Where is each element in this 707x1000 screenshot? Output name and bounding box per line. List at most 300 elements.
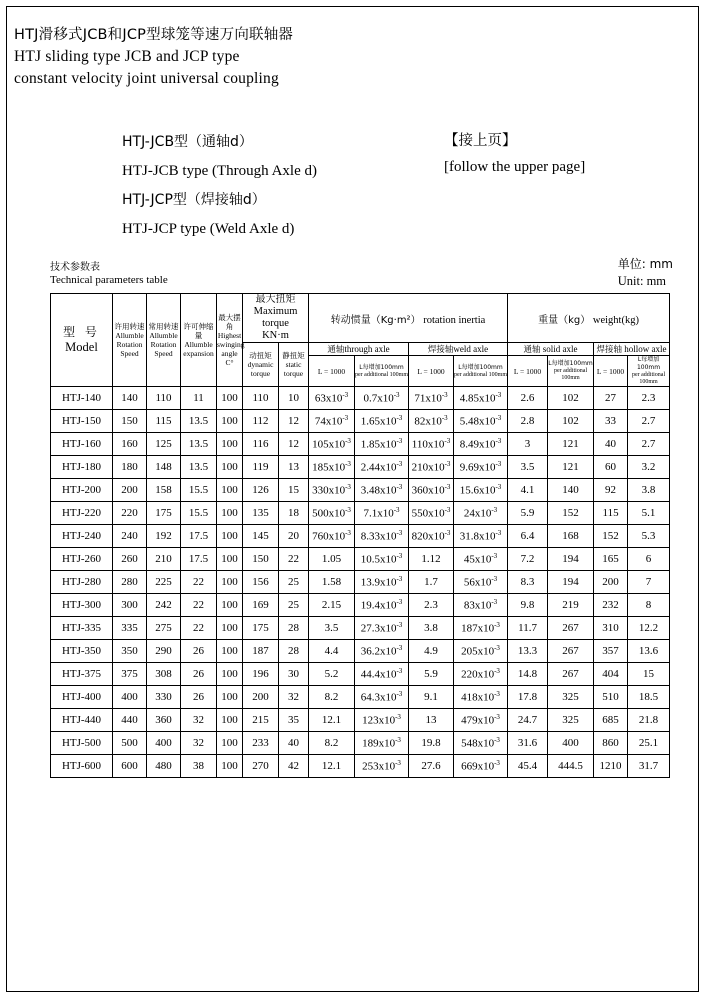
cell-weight-solid-l1000: 24.7 [508, 709, 548, 732]
cell-normal-speed: 192 [147, 525, 181, 548]
cell-inertia-through-per100: $1.85x10^{-3}$ [355, 433, 409, 456]
cell-weight-hollow-l1000: 510 [594, 686, 628, 709]
cell-model: HTJ-335 [51, 617, 113, 640]
cell-weight-hollow-l1000: 115 [594, 502, 628, 525]
cell-expansion: 15.5 [181, 502, 217, 525]
cell-weight-solid-l1000: 14.8 [508, 663, 548, 686]
header-static-torque: 静扭矩 static torque [279, 343, 309, 387]
technical-parameters-table [50, 293, 670, 778]
cell-angle: 100 [217, 640, 243, 663]
cell-expansion: 13.5 [181, 410, 217, 433]
cell-dynamic-torque: 169 [243, 594, 279, 617]
cell-inertia-weld-l1000: $71x10^{-3}$ [409, 387, 454, 410]
cell-weight-solid-l1000: 3.5 [508, 456, 548, 479]
cell-inertia-through-per100: $27.3x10^{-3}$ [355, 617, 409, 640]
cell-weight-solid-l1000: 4.1 [508, 479, 548, 502]
cell-inertia-through-l1000: $330x10^{-3}$ [309, 479, 355, 502]
cell-inertia-weld-per100: $5.48x10^{-3}$ [454, 410, 508, 433]
cell-angle: 100 [217, 709, 243, 732]
cell-weight-hollow-l1000: 1210 [594, 755, 628, 778]
cell-allowable-speed: 180 [113, 456, 147, 479]
cell-inertia-through-per100: $123x10^{-3}$ [355, 709, 409, 732]
cell-weight-solid-per100: 267 [548, 663, 594, 686]
cell-inertia-through-l1000: 12.1 [309, 709, 355, 732]
cell-model: HTJ-350 [51, 640, 113, 663]
cell-expansion: 26 [181, 663, 217, 686]
cell-weight-hollow-l1000: 92 [594, 479, 628, 502]
cell-model: HTJ-220 [51, 502, 113, 525]
cell-dynamic-torque: 135 [243, 502, 279, 525]
cell-static-torque: 18 [279, 502, 309, 525]
cell-expansion: 17.5 [181, 525, 217, 548]
cell-normal-speed: 290 [147, 640, 181, 663]
table-caption [50, 262, 168, 287]
cell-inertia-weld-l1000: 5.9 [409, 663, 454, 686]
cell-allowable-speed: 220 [113, 502, 147, 525]
cell-expansion: 26 [181, 686, 217, 709]
table-caption-chinese: 技术参数表 [50, 262, 100, 273]
cell-angle: 100 [217, 732, 243, 755]
header-solid-axle: 通轴 solid axle [508, 343, 594, 356]
cell-inertia-weld-l1000: $82x10^{-3}$ [409, 410, 454, 433]
cell-weight-solid-per100: 267 [548, 617, 594, 640]
cell-normal-speed: 148 [147, 456, 181, 479]
cell-inertia-through-l1000: $500x10^{-3}$ [309, 502, 355, 525]
cell-weight-solid-per100: 102 [548, 410, 594, 433]
cell-inertia-through-per100: $36.2x10^{-3}$ [355, 640, 409, 663]
cell-model: HTJ-140 [51, 387, 113, 410]
cell-angle: 100 [217, 502, 243, 525]
header-through-axle: 通轴through axle [309, 343, 409, 356]
header-model: 型 号 Model [51, 294, 113, 387]
cell-weight-hollow-l1000: 357 [594, 640, 628, 663]
table-row [51, 548, 670, 571]
table-row [51, 433, 670, 456]
cell-normal-speed: 115 [147, 410, 181, 433]
cell-inertia-weld-per100: $56x10^{-3}$ [454, 571, 508, 594]
header-solid-per-100: L每增加100mm per additional 100mm [548, 356, 594, 387]
table-row [51, 594, 670, 617]
cell-inertia-through-l1000: $74x10^{-3}$ [309, 410, 355, 433]
cell-expansion: 13.5 [181, 456, 217, 479]
cell-inertia-weld-l1000: $360x10^{-3}$ [409, 479, 454, 502]
cell-normal-speed: 242 [147, 594, 181, 617]
cell-normal-speed: 158 [147, 479, 181, 502]
header-allowable-expansion: 许可伸缩量 Allumble expansion [181, 294, 217, 387]
cell-weight-hollow-per100: 25.1 [628, 732, 670, 755]
cell-inertia-through-per100: $253x10^{-3}$ [355, 755, 409, 778]
cell-weight-solid-l1000: 5.9 [508, 502, 548, 525]
cell-static-torque: 20 [279, 525, 309, 548]
header-dynamic-torque: 动扭矩 dynamic torque [243, 343, 279, 387]
cell-inertia-through-per100: $44.4x10^{-3}$ [355, 663, 409, 686]
cell-weight-hollow-l1000: 165 [594, 548, 628, 571]
cell-inertia-through-per100: $19.4x10^{-3}$ [355, 594, 409, 617]
cell-weight-hollow-l1000: 310 [594, 617, 628, 640]
cell-inertia-through-l1000: $63x10^{-3}$ [309, 387, 355, 410]
cell-model: HTJ-260 [51, 548, 113, 571]
cell-weight-solid-per100: 325 [548, 686, 594, 709]
table-body [51, 387, 670, 778]
cell-angle: 100 [217, 571, 243, 594]
cell-inertia-through-l1000: $105x10^{-3}$ [309, 433, 355, 456]
cell-dynamic-torque: 110 [243, 387, 279, 410]
cell-static-torque: 12 [279, 433, 309, 456]
cell-dynamic-torque: 233 [243, 732, 279, 755]
table-row [51, 709, 670, 732]
cell-static-torque: 35 [279, 709, 309, 732]
cell-inertia-weld-per100: $9.69x10^{-3}$ [454, 456, 508, 479]
table-row [51, 663, 670, 686]
table-row [51, 525, 670, 548]
cell-weight-solid-l1000: 11.7 [508, 617, 548, 640]
cell-inertia-weld-per100: $4.85x10^{-3}$ [454, 387, 508, 410]
cell-inertia-weld-per100: $24x10^{-3}$ [454, 502, 508, 525]
cell-inertia-through-l1000: 12.1 [309, 755, 355, 778]
cell-weight-hollow-per100: 2.7 [628, 433, 670, 456]
header-hollow-l1000: L = 1000 [594, 356, 628, 387]
cell-static-torque: 12 [279, 410, 309, 433]
cell-allowable-speed: 260 [113, 548, 147, 571]
cell-model: HTJ-200 [51, 479, 113, 502]
header-allowable-rotation-speed: 许用转速 Allumble Rotation Speed [113, 294, 147, 387]
cell-inertia-through-l1000: 5.2 [309, 663, 355, 686]
table-row [51, 502, 670, 525]
cell-expansion: 38 [181, 755, 217, 778]
cell-expansion: 22 [181, 594, 217, 617]
cell-weight-hollow-l1000: 404 [594, 663, 628, 686]
cell-inertia-through-l1000: 1.05 [309, 548, 355, 571]
header-max-torque-group: 最大扭矩 Maximum torque KN·m [243, 294, 309, 343]
cell-dynamic-torque: 215 [243, 709, 279, 732]
cell-allowable-speed: 375 [113, 663, 147, 686]
cell-inertia-weld-per100: $15.6x10^{-3}$ [454, 479, 508, 502]
header-inertia-group: 转动惯量（Kg·m²） rotation inertia [309, 294, 508, 343]
note-chinese: 【接上页】 [444, 133, 517, 149]
cell-weight-hollow-per100: 2.3 [628, 387, 670, 410]
cell-weight-hollow-l1000: 860 [594, 732, 628, 755]
unit-note [618, 256, 673, 290]
cell-model: HTJ-400 [51, 686, 113, 709]
cell-inertia-through-per100: $8.33x10^{-3}$ [355, 525, 409, 548]
cell-inertia-weld-per100: $418x10^{-3}$ [454, 686, 508, 709]
cell-weight-hollow-per100: 15 [628, 663, 670, 686]
table-caption-english: Technical parameters table [50, 274, 168, 286]
cell-weight-hollow-l1000: 232 [594, 594, 628, 617]
cell-inertia-through-per100: $13.9x10^{-3}$ [355, 571, 409, 594]
table-row [51, 686, 670, 709]
cell-weight-solid-per100: 400 [548, 732, 594, 755]
cell-dynamic-torque: 156 [243, 571, 279, 594]
cell-allowable-speed: 600 [113, 755, 147, 778]
cell-inertia-weld-per100: $45x10^{-3}$ [454, 548, 508, 571]
cell-dynamic-torque: 112 [243, 410, 279, 433]
cell-angle: 100 [217, 755, 243, 778]
header-through-l1000: L = 1000 [309, 356, 355, 387]
cell-weight-solid-per100: 194 [548, 548, 594, 571]
cell-allowable-speed: 200 [113, 479, 147, 502]
cell-inertia-weld-l1000: 13 [409, 709, 454, 732]
cell-allowable-speed: 300 [113, 594, 147, 617]
cell-angle: 100 [217, 594, 243, 617]
cell-angle: 100 [217, 387, 243, 410]
header-weight-group: 重量（kg） weight(kg) [508, 294, 670, 343]
cell-inertia-through-per100: $0.7x10^{-3}$ [355, 387, 409, 410]
cell-dynamic-torque: 196 [243, 663, 279, 686]
cell-static-torque: 40 [279, 732, 309, 755]
cell-inertia-through-per100: $189x10^{-3}$ [355, 732, 409, 755]
cell-expansion: 32 [181, 732, 217, 755]
document-title [14, 24, 614, 90]
cell-weight-solid-per100: 102 [548, 387, 594, 410]
cell-inertia-through-per100: $10.5x10^{-3}$ [355, 548, 409, 571]
cell-inertia-weld-l1000: $550x10^{-3}$ [409, 502, 454, 525]
cell-inertia-through-per100: $3.48x10^{-3}$ [355, 479, 409, 502]
cell-static-torque: 30 [279, 663, 309, 686]
cell-inertia-weld-l1000: $820x10^{-3}$ [409, 525, 454, 548]
cell-inertia-through-l1000: $760x10^{-3}$ [309, 525, 355, 548]
subtitle-jcp-english: HTJ-JCP type (Weld Axle d) [122, 221, 295, 237]
cell-normal-speed: 225 [147, 571, 181, 594]
cell-dynamic-torque: 187 [243, 640, 279, 663]
table-row [51, 755, 670, 778]
header-solid-l1000: L = 1000 [508, 356, 548, 387]
cell-allowable-speed: 400 [113, 686, 147, 709]
cell-inertia-weld-l1000: 4.9 [409, 640, 454, 663]
cell-static-torque: 28 [279, 617, 309, 640]
unit-english: Unit: mm [617, 274, 667, 288]
cell-weight-hollow-per100: 7 [628, 571, 670, 594]
cell-inertia-through-l1000: 8.2 [309, 732, 355, 755]
cell-inertia-weld-per100: $187x10^{-3}$ [454, 617, 508, 640]
table-row [51, 456, 670, 479]
cell-expansion: 11 [181, 387, 217, 410]
cell-allowable-speed: 150 [113, 410, 147, 433]
title-line-chinese: HTJ滑移式JCB和JCP型球笼等速万向联轴器 [14, 27, 294, 43]
cell-inertia-through-l1000: 1.58 [309, 571, 355, 594]
cell-inertia-weld-per100: $479x10^{-3}$ [454, 709, 508, 732]
cell-weight-solid-per100: 140 [548, 479, 594, 502]
cell-weight-hollow-l1000: 152 [594, 525, 628, 548]
cell-weight-solid-l1000: 2.8 [508, 410, 548, 433]
cell-weight-hollow-l1000: 60 [594, 456, 628, 479]
cell-inertia-weld-per100: $220x10^{-3}$ [454, 663, 508, 686]
cell-dynamic-torque: 119 [243, 456, 279, 479]
cell-expansion: 26 [181, 640, 217, 663]
cell-weight-hollow-per100: 12.2 [628, 617, 670, 640]
cell-dynamic-torque: 200 [243, 686, 279, 709]
subtitle-jcb-english: HTJ-JCB type (Through Axle d) [122, 163, 317, 179]
cell-weight-solid-l1000: 31.6 [508, 732, 548, 755]
table-row [51, 732, 670, 755]
cell-weight-solid-l1000: 9.8 [508, 594, 548, 617]
cell-weight-hollow-l1000: 200 [594, 571, 628, 594]
cell-weight-solid-per100: 152 [548, 502, 594, 525]
cell-inertia-weld-per100: $205x10^{-3}$ [454, 640, 508, 663]
cell-static-torque: 15 [279, 479, 309, 502]
cell-weight-solid-per100: 121 [548, 456, 594, 479]
table-row [51, 617, 670, 640]
cell-weight-solid-per100: 219 [548, 594, 594, 617]
table-row [51, 387, 670, 410]
cell-expansion: 22 [181, 571, 217, 594]
cell-dynamic-torque: 270 [243, 755, 279, 778]
cell-inertia-through-per100: $64.3x10^{-3}$ [355, 686, 409, 709]
cell-inertia-weld-l1000: 27.6 [409, 755, 454, 778]
cell-static-torque: 13 [279, 456, 309, 479]
cell-weight-hollow-per100: 2.7 [628, 410, 670, 433]
cell-weight-solid-l1000: 13.3 [508, 640, 548, 663]
cell-inertia-weld-l1000: $110x10^{-3}$ [409, 433, 454, 456]
cell-normal-speed: 480 [147, 755, 181, 778]
cell-expansion: 15.5 [181, 479, 217, 502]
cell-normal-speed: 210 [147, 548, 181, 571]
cell-expansion: 17.5 [181, 548, 217, 571]
cell-angle: 100 [217, 617, 243, 640]
cell-allowable-speed: 500 [113, 732, 147, 755]
header-weld-per-100: L每增加100mm per additional 100mm [454, 356, 508, 387]
cell-normal-speed: 308 [147, 663, 181, 686]
cell-weight-solid-l1000: 2.6 [508, 387, 548, 410]
cell-weight-solid-per100: 121 [548, 433, 594, 456]
cell-inertia-weld-l1000: $210x10^{-3}$ [409, 456, 454, 479]
cell-allowable-speed: 280 [113, 571, 147, 594]
header-hollow-axle: 焊接轴 hollow axle [594, 343, 670, 356]
cell-inertia-through-l1000: $185x10^{-3}$ [309, 456, 355, 479]
cell-static-torque: 25 [279, 594, 309, 617]
table-row [51, 571, 670, 594]
cell-model: HTJ-160 [51, 433, 113, 456]
cell-weight-solid-l1000: 17.8 [508, 686, 548, 709]
cell-weight-solid-per100: 267 [548, 640, 594, 663]
cell-weight-solid-per100: 325 [548, 709, 594, 732]
cell-inertia-through-per100: $2.44x10^{-3}$ [355, 456, 409, 479]
cell-weight-solid-l1000: 45.4 [508, 755, 548, 778]
cell-angle: 100 [217, 479, 243, 502]
cell-model: HTJ-180 [51, 456, 113, 479]
header-weld-l1000: L = 1000 [409, 356, 454, 387]
cell-inertia-weld-per100: $83x10^{-3}$ [454, 594, 508, 617]
cell-static-torque: 25 [279, 571, 309, 594]
cell-angle: 100 [217, 525, 243, 548]
cell-model: HTJ-375 [51, 663, 113, 686]
title-line-english-2: constant velocity joint universal coupling [14, 70, 279, 87]
cell-inertia-weld-per100: $548x10^{-3}$ [454, 732, 508, 755]
cell-angle: 100 [217, 548, 243, 571]
cell-expansion: 13.5 [181, 433, 217, 456]
cell-angle: 100 [217, 663, 243, 686]
cell-weight-solid-per100: 168 [548, 525, 594, 548]
cell-inertia-weld-l1000: 19.8 [409, 732, 454, 755]
continuation-note [444, 128, 694, 180]
cell-allowable-speed: 240 [113, 525, 147, 548]
cell-weight-hollow-l1000: 33 [594, 410, 628, 433]
cell-dynamic-torque: 150 [243, 548, 279, 571]
cell-static-torque: 42 [279, 755, 309, 778]
cell-weight-solid-l1000: 7.2 [508, 548, 548, 571]
cell-weight-hollow-per100: 18.5 [628, 686, 670, 709]
cell-allowable-speed: 350 [113, 640, 147, 663]
cell-weight-hollow-per100: 8 [628, 594, 670, 617]
cell-weight-hollow-l1000: 685 [594, 709, 628, 732]
cell-model: HTJ-300 [51, 594, 113, 617]
cell-normal-speed: 175 [147, 502, 181, 525]
cell-normal-speed: 360 [147, 709, 181, 732]
cell-inertia-through-per100: $1.65x10^{-3}$ [355, 410, 409, 433]
cell-weight-hollow-l1000: 27 [594, 387, 628, 410]
cell-weight-hollow-per100: 13.6 [628, 640, 670, 663]
cell-normal-speed: 330 [147, 686, 181, 709]
cell-weight-hollow-per100: 6 [628, 548, 670, 571]
title-line-english-1: HTJ sliding type JCB and JCP type [14, 48, 240, 65]
cell-inertia-weld-per100: $669x10^{-3}$ [454, 755, 508, 778]
header-normal-rotation-speed: 常用转速 Allumble Rotation Speed [147, 294, 181, 387]
cell-inertia-through-l1000: 8.2 [309, 686, 355, 709]
cell-normal-speed: 400 [147, 732, 181, 755]
cell-inertia-weld-l1000: 2.3 [409, 594, 454, 617]
cell-angle: 100 [217, 686, 243, 709]
table-row [51, 640, 670, 663]
cell-allowable-speed: 440 [113, 709, 147, 732]
cell-static-torque: 28 [279, 640, 309, 663]
cell-inertia-weld-per100: $31.8x10^{-3}$ [454, 525, 508, 548]
cell-angle: 100 [217, 433, 243, 456]
cell-weight-hollow-per100: 21.8 [628, 709, 670, 732]
cell-weight-solid-l1000: 6.4 [508, 525, 548, 548]
header-max-angle: 最大摆角 Highest swinging angle C° [217, 294, 243, 387]
subtitle-jcp-chinese: HTJ-JCP型（焊接轴d） [122, 192, 266, 208]
table-header-row-1 [51, 294, 670, 343]
cell-inertia-weld-l1000: 1.12 [409, 548, 454, 571]
subtitle-list [122, 128, 452, 244]
table-row [51, 410, 670, 433]
cell-expansion: 22 [181, 617, 217, 640]
cell-inertia-through-per100: $7.1x10^{-3}$ [355, 502, 409, 525]
cell-allowable-speed: 160 [113, 433, 147, 456]
header-weld-axle: 焊接轴weld axle [409, 343, 508, 356]
cell-model: HTJ-150 [51, 410, 113, 433]
cell-inertia-weld-l1000: 1.7 [409, 571, 454, 594]
cell-allowable-speed: 140 [113, 387, 147, 410]
cell-weight-hollow-per100: 3.2 [628, 456, 670, 479]
cell-inertia-weld-per100: $8.49x10^{-3}$ [454, 433, 508, 456]
cell-model: HTJ-240 [51, 525, 113, 548]
subtitle-jcb-chinese: HTJ-JCB型（通轴d） [122, 134, 253, 150]
cell-model: HTJ-280 [51, 571, 113, 594]
cell-weight-solid-l1000: 8.3 [508, 571, 548, 594]
cell-static-torque: 22 [279, 548, 309, 571]
cell-weight-hollow-per100: 5.3 [628, 525, 670, 548]
cell-inertia-weld-l1000: 9.1 [409, 686, 454, 709]
cell-model: HTJ-600 [51, 755, 113, 778]
cell-normal-speed: 110 [147, 387, 181, 410]
cell-inertia-through-l1000: 2.15 [309, 594, 355, 617]
cell-static-torque: 10 [279, 387, 309, 410]
cell-weight-solid-per100: 444.5 [548, 755, 594, 778]
cell-angle: 100 [217, 456, 243, 479]
cell-model: HTJ-440 [51, 709, 113, 732]
header-hollow-per-100: L每增加100mm per additional 100mm [628, 356, 670, 387]
header-through-per-100: L每增加100mm per additional 100mm [355, 356, 409, 387]
cell-dynamic-torque: 175 [243, 617, 279, 640]
cell-weight-solid-l1000: 3 [508, 433, 548, 456]
cell-dynamic-torque: 145 [243, 525, 279, 548]
cell-model: HTJ-500 [51, 732, 113, 755]
cell-static-torque: 32 [279, 686, 309, 709]
table-row [51, 479, 670, 502]
cell-dynamic-torque: 116 [243, 433, 279, 456]
cell-weight-hollow-per100: 3.8 [628, 479, 670, 502]
